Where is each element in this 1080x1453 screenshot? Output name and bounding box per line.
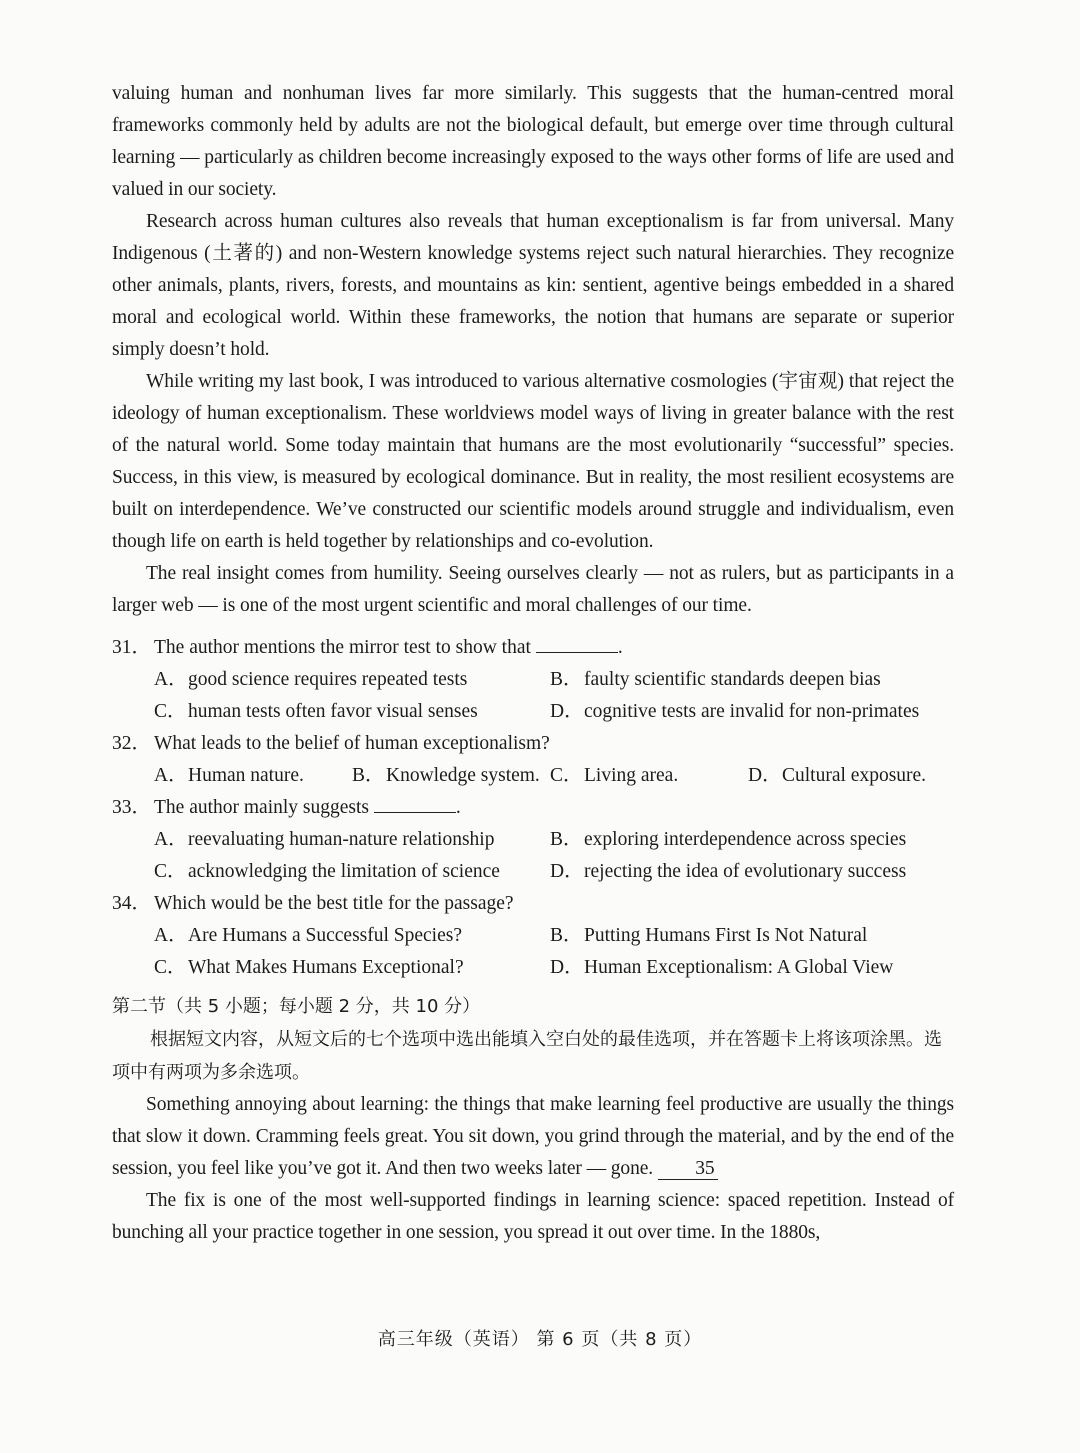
cloze-paragraph-1	[112, 1089, 954, 1185]
option-d	[748, 760, 926, 792]
question-stem: What leads to the belief of human exceptionalism?	[154, 733, 550, 754]
passage-paragraph-2: Research across human cultures also reveals that human exceptionalism is far from universal. Many Indigenous (土著的) and non-Western knowledge systems reject such natural hierarchies. They recognize other animals, plants, rivers, forests, and mountains as kin: sentient, agentive beings embedded in a shared moral and ecological world. Within these frameworks, the notion that humans are separate or superior simply doesn’t hold.	[112, 211, 954, 360]
option-d	[550, 952, 893, 984]
option-text: human tests often favor visual senses	[188, 701, 478, 722]
option-c	[154, 696, 478, 728]
question-number: 32．	[112, 733, 152, 754]
option-label: B．	[550, 669, 583, 690]
option-d	[550, 856, 906, 888]
option-c	[154, 856, 500, 888]
option-label: C．	[154, 861, 187, 882]
option-label: D．	[550, 701, 584, 722]
option-text: faulty scientific standards deepen bias	[584, 669, 881, 690]
options-row	[112, 856, 954, 888]
option-a	[154, 760, 304, 792]
option-text: Living area.	[584, 765, 679, 786]
option-text: cognitive tests are invalid for non-primates	[584, 701, 920, 722]
question-33	[112, 792, 954, 824]
option-text: good science requires repeated tests	[188, 669, 468, 690]
options-row	[112, 920, 954, 952]
option-b	[550, 920, 867, 952]
option-label: C．	[154, 701, 187, 722]
cloze-text: Something annoying about learning: the things that make learning feel productive are usually the things that slow it down. Cramming feels great. You sit down, you grind through the material, and by the end of the session, you feel like you’ve got it. And then two weeks later — gone.	[112, 1094, 954, 1179]
options-row	[112, 760, 954, 792]
options-row	[112, 664, 954, 696]
question-stem: Which would be the best title for the passage?	[154, 893, 514, 914]
question-number: 31．	[112, 637, 152, 658]
answer-blank	[536, 632, 618, 653]
option-label: B．	[550, 925, 583, 946]
option-text: reevaluating human-nature relationship	[188, 829, 495, 850]
question-stem: The author mentions the mirror test to show that	[154, 637, 531, 658]
answer-blank-35: 35	[658, 1159, 718, 1180]
option-c	[550, 760, 678, 792]
page-footer: 高三年级（英语） 第 6 页（共 8 页）	[377, 1329, 703, 1350]
section-instruction: 根据短文内容，从短文后的七个选项中选出能填入空白处的最佳选项，并在答题卡上将该项涂黑。选项中有两项为多余选项。	[112, 1029, 942, 1083]
option-c	[154, 952, 464, 984]
options-row	[112, 696, 954, 728]
option-label: D．	[748, 765, 782, 786]
option-label: D．	[550, 957, 584, 978]
option-label: A．	[154, 765, 188, 786]
option-text: exploring interdependence across species	[584, 829, 907, 850]
option-b	[550, 664, 881, 696]
option-text: What Makes Humans Exceptional?	[188, 957, 464, 978]
option-label: B．	[352, 765, 385, 786]
option-label: D．	[550, 861, 584, 882]
option-label: B．	[550, 829, 583, 850]
question-end: .	[455, 797, 461, 818]
option-label: A．	[154, 925, 188, 946]
passage-paragraph-1: valuing human and nonhuman lives far more similarly. This suggests that the human-centred moral frameworks commonly held by adults are not the biological default, but emerge over time through cultural learning — particularly as children become increasingly exposed to the ways other forms of life are used and valued in our society.	[112, 83, 954, 200]
section-heading: 第二节（共 5 小题；每小题 2 分，共 10 分）	[112, 996, 481, 1017]
question-list	[112, 632, 954, 984]
options-row	[112, 952, 954, 984]
option-text: Human nature.	[188, 765, 304, 786]
option-label: A．	[154, 829, 188, 850]
exam-page	[112, 78, 954, 1249]
question-34	[112, 888, 954, 920]
option-text: Cultural exposure.	[782, 765, 927, 786]
question-31	[112, 632, 954, 664]
question-number: 33．	[112, 797, 152, 818]
option-d	[550, 696, 919, 728]
section-2	[112, 990, 954, 1249]
option-label: C．	[154, 957, 187, 978]
option-text: Are Humans a Successful Species?	[188, 925, 462, 946]
question-stem: The author mainly suggests	[154, 797, 370, 818]
cloze-paragraph-2: The fix is one of the most well-supported findings in learning science: spaced repetition. Instead of bunching all your practice together in one session, you spread it out over time. In the 1880s,	[112, 1190, 954, 1243]
option-a	[154, 664, 467, 696]
options-row	[112, 824, 954, 856]
passage-paragraph-4: The real insight comes from humility. Seeing ourselves clearly — not as rulers, but as participants in a larger web — is one of the most urgent scientific and moral challenges of our time.	[112, 563, 954, 616]
option-text: Human Exceptionalism: A Global View	[584, 957, 894, 978]
passage-paragraph-3: While writing my last book, I was introduced to various alternative cosmologies (宇宙观) that reject the ideology of human exceptionalism. These worldviews model ways of living in greater balance with the rest of the natural world. Some today maintain that humans are the most evolutionarily “successful” species. Success, in this view, is measured by ecological dominance. But in reality, the most resilient ecosystems are built on interdependence. We’ve constructed our scientific models around struggle and individualism, even though life on earth is held together by relationships and co-evolution.	[112, 371, 954, 552]
option-a	[154, 920, 462, 952]
option-text: Knowledge system.	[386, 765, 540, 786]
option-b	[352, 760, 540, 792]
option-label: A．	[154, 669, 188, 690]
question-32	[112, 728, 954, 760]
option-b	[550, 824, 906, 856]
option-text: Putting Humans First Is Not Natural	[584, 925, 868, 946]
option-a	[154, 824, 494, 856]
option-label: C．	[550, 765, 583, 786]
answer-blank	[374, 792, 456, 813]
option-text: acknowledging the limitation of science	[188, 861, 500, 882]
option-text: rejecting the idea of evolutionary success	[584, 861, 907, 882]
question-number: 34．	[112, 893, 152, 914]
question-end: .	[617, 637, 623, 658]
